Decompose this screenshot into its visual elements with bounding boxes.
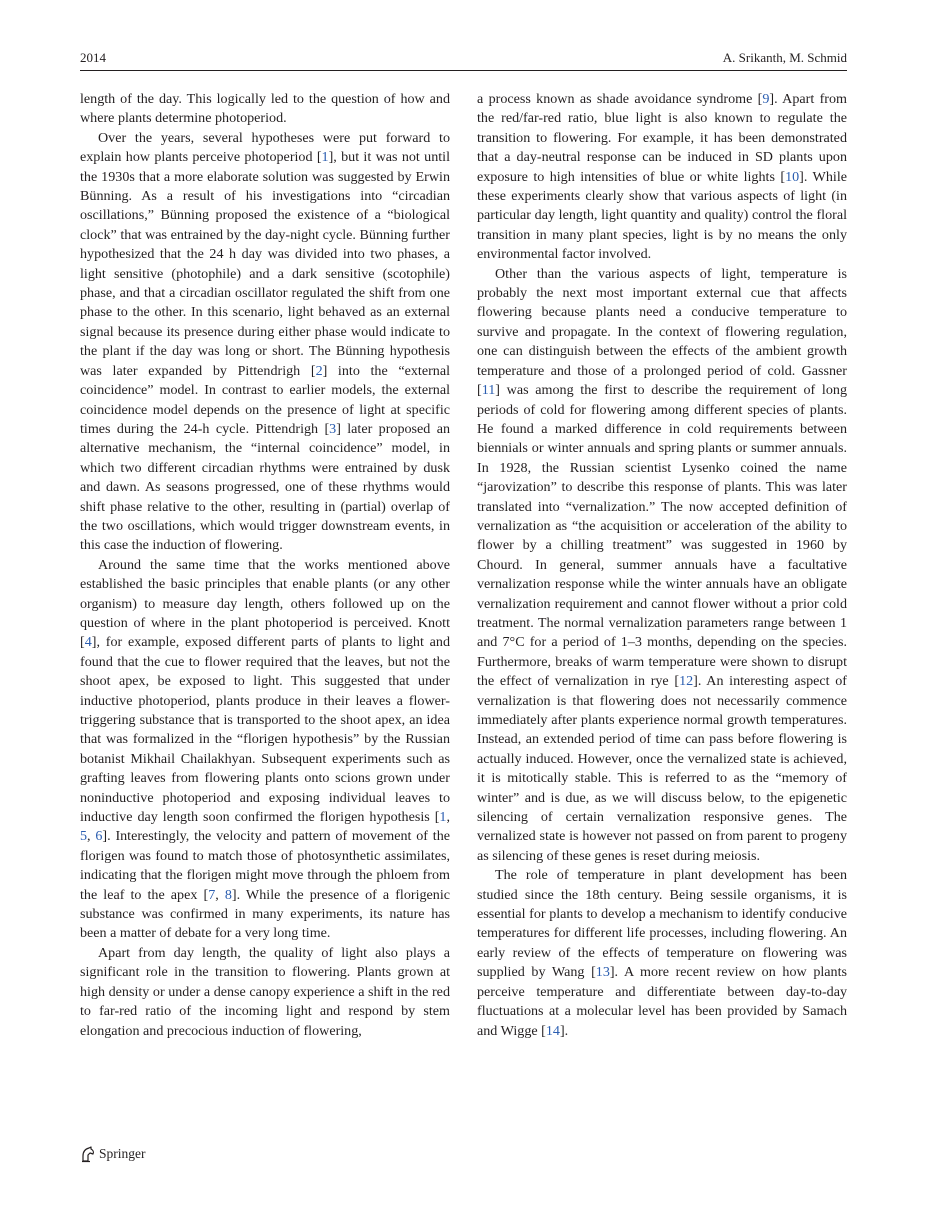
citation-link[interactable]: 10	[785, 168, 800, 185]
citation-link[interactable]: 1	[321, 149, 329, 166]
text-run: The role of temperature in plant development has been studied since the 18th century. Being sessile organisms, it is essential for plants to develop a mechanism to identify conducive temperatures for different life processes, including flowering. An early review of the effects of temperature on flowering was supplied by Wang [	[477, 867, 847, 981]
paragraph	[477, 866, 847, 1041]
paragraph	[80, 556, 450, 944]
paragraph	[80, 90, 450, 129]
citation-link[interactable]: 3	[329, 420, 337, 437]
text-run: ,	[215, 886, 225, 903]
citation-link[interactable]: 14	[545, 1022, 560, 1039]
text-run: a process known as shade avoidance syndrome [	[477, 91, 763, 107]
text-run: Apart from day length, the quality of light also plays a significant role in the transition to flowering. Plants grown at high density or under a dense canopy experience a shift in the red to far-red ratio of the incoming light and respond by stem elongation and precocious induction of flowering,	[80, 944, 450, 1039]
right-column	[477, 90, 847, 1041]
text-run: ]. While these experiments clearly show that various aspects of light (in particular day length, light quantity and quality) control the floral transition in many plant species, light is by no means the only environmental factor involved.	[477, 168, 847, 263]
text-run: ]. While the presence of a florigenic substance was confirmed in many experiments, its nature has been a matter of debate for a very long time.	[80, 886, 451, 942]
citation-link[interactable]: 13	[595, 964, 610, 981]
publisher-name: Springer	[99, 1146, 146, 1161]
citation-link[interactable]: 12	[679, 673, 694, 690]
text-run: ] into the “external coincidence” model. In contrast to earlier models, the external coincidence model depends on the presence of light at specific times during the 24-h cycle. Pittendrigh [	[80, 362, 450, 437]
publisher-footer	[80, 1143, 146, 1165]
citation-link[interactable]: 7	[208, 886, 216, 903]
text-run: ], but it was not until the 1930s that a more elaborate solution was suggested by Erwin Bünning. As a result of his investigations into “circadian oscillations,” Bünning proposed the existence of a “biological clock” that was entrained by the day-night cycle. Bünning further hypothesized that the 24 h day was divided into two phases, a light sensitive (photophile) and a dark sensitive (scotophile) phase, and that a circadian oscillator regulated the shift from one phase to the other. In this scenario, light behaved as an external signal because its presence during either phase would indicate to the plant if the day was long or short. The Bünning hypothesis was later expanded by Pittendrigh [	[80, 149, 450, 379]
citation-link[interactable]: 8	[224, 886, 232, 903]
text-run: ]. A more recent review on how plants perceive temperature and differentiate between day-to-day fluctuations at a molecular level has been provided by Samach and Wigge [	[477, 964, 847, 1039]
citation-link[interactable]: 11	[481, 382, 496, 399]
text-run: ] was among the first to describe the requirement of long periods of cold for flowering among different species of plants. He found a marked difference in cold requirements between biennials or winter annuals and spring plants or summer annuals. In 1928, the Russian scientist Lysenko coined the name “jarovization” to describe this response of plants. This was later translated into “vernalization.” The now accepted definition of vernalization as “the acquisition or acceleration of the ability to flower by a chilling treatment” was suggested in 1960 by Chourd. In general, summer annuals have a facultative vernalization response while the winter annuals have an obligate vernalization requirement and cannot flower without a prior cold treatment. The normal vernalization parameters range between 1 and 7°C for a period of 1–3 months, depending on the species. Furthermore, breaks of warm temperature were shown to disrupt the effect of vernalization in rye [	[477, 382, 847, 690]
citation-link[interactable]: 9	[762, 91, 770, 107]
text-run: Over the years, several hypotheses were put forward to explain how plants perceive photoperiod [	[80, 129, 450, 166]
running-head-authors: A. Srikanth, M. Schmid	[722, 50, 847, 65]
header-rule	[80, 70, 847, 71]
text-run: ], for example, exposed different parts of plants to light and found that the cue to flower required that the leaves, but not the shoot apex, be exposed to light. This suggested that under inductive photoperiod, plants produce in their leaves a flower-triggering substance that is transported to the shoot apex, an idea that was formalized in the “florigen hypothesis” by the Russian botanist Mikhail Chailakhyan. Subsequent experiments such as grafting leaves from flowering plants onto scions grown under noninductive photoperiod and exposing individual leaves to inductive day length soon confirmed the florigen hypothesis [	[80, 634, 450, 826]
citation-link[interactable]: 5	[80, 828, 88, 845]
paragraph	[80, 944, 450, 1041]
left-column	[80, 90, 450, 1041]
page-number: 2014	[80, 50, 106, 65]
text-run: ]. Interestingly, the velocity and pattern of movement of the florigen was found to match those of photosynthetic assimilates, indicating that the florigen might move through the phloem from the leaf to the apex [	[80, 828, 450, 903]
running-header	[80, 50, 847, 68]
text-run: ]. An interesting aspect of vernalization is that flowering does not necessarily commence immediately after plants experience normal growth temperatures. Instead, an extended period of time can pass before flowering is actually induced. However, once the vernalized state is achieved, it is mitotically stable. This is referred to as the “memory of winter” and is due, as we will discuss below, to the epigenetic silencing of certain vernalization responsive genes. The vernalized state is however not passed on from parent to progeny as silencing of these genes is reset during meiosis.	[477, 673, 847, 864]
citation-link[interactable]: 2	[315, 362, 323, 379]
citation-link[interactable]: 6	[95, 828, 103, 845]
text-run: length of the day. This logically led to the question of how and where plants determine photoperiod.	[80, 91, 450, 127]
paragraph	[477, 90, 847, 265]
text-run: ] later proposed an alternative mechanism, the “internal coincidence” model, in which two different circadian rhythms were entrained by dusk and dawn. As seasons progressed, one of these rhythms would shift phase relative to the other, resulting in (partial) overlap of the two oscillations, which would trigger downstream events, in this case the induction of flowering.	[80, 420, 450, 554]
text-run: ,	[446, 809, 450, 826]
citation-link[interactable]: 1	[439, 809, 447, 826]
text-run: ].	[559, 1022, 569, 1039]
springer-horse-icon	[80, 1146, 95, 1163]
paragraph	[80, 129, 450, 556]
paragraph	[477, 265, 847, 867]
text-run: Other than the various aspects of light, temperature is probably the next most important external cue that affects flowering because plants need a conducive temperature to survive and propagate. In the context of flowering regulation, one can distinguish between the effects of the ambient growth temperature and those of a prolonged period of cold. Gassner [	[477, 265, 847, 399]
citation-link[interactable]: 4	[84, 634, 92, 651]
text-run: ]. Apart from the red/far-red ratio, blue light is also known to regulate the transition to flowering. For example, it has been demonstrated that a day-neutral response can be induced in SD plants upon exposure to high intensities of blue or white lights [	[477, 91, 847, 185]
text-run: ,	[87, 828, 96, 845]
text-run: Around the same time that the works mentioned above established the basic principles that enable plants (or any other organism) to measure day length, others followed up on the question of where in the plant photoperiod is perceived. Knott [	[80, 556, 450, 651]
